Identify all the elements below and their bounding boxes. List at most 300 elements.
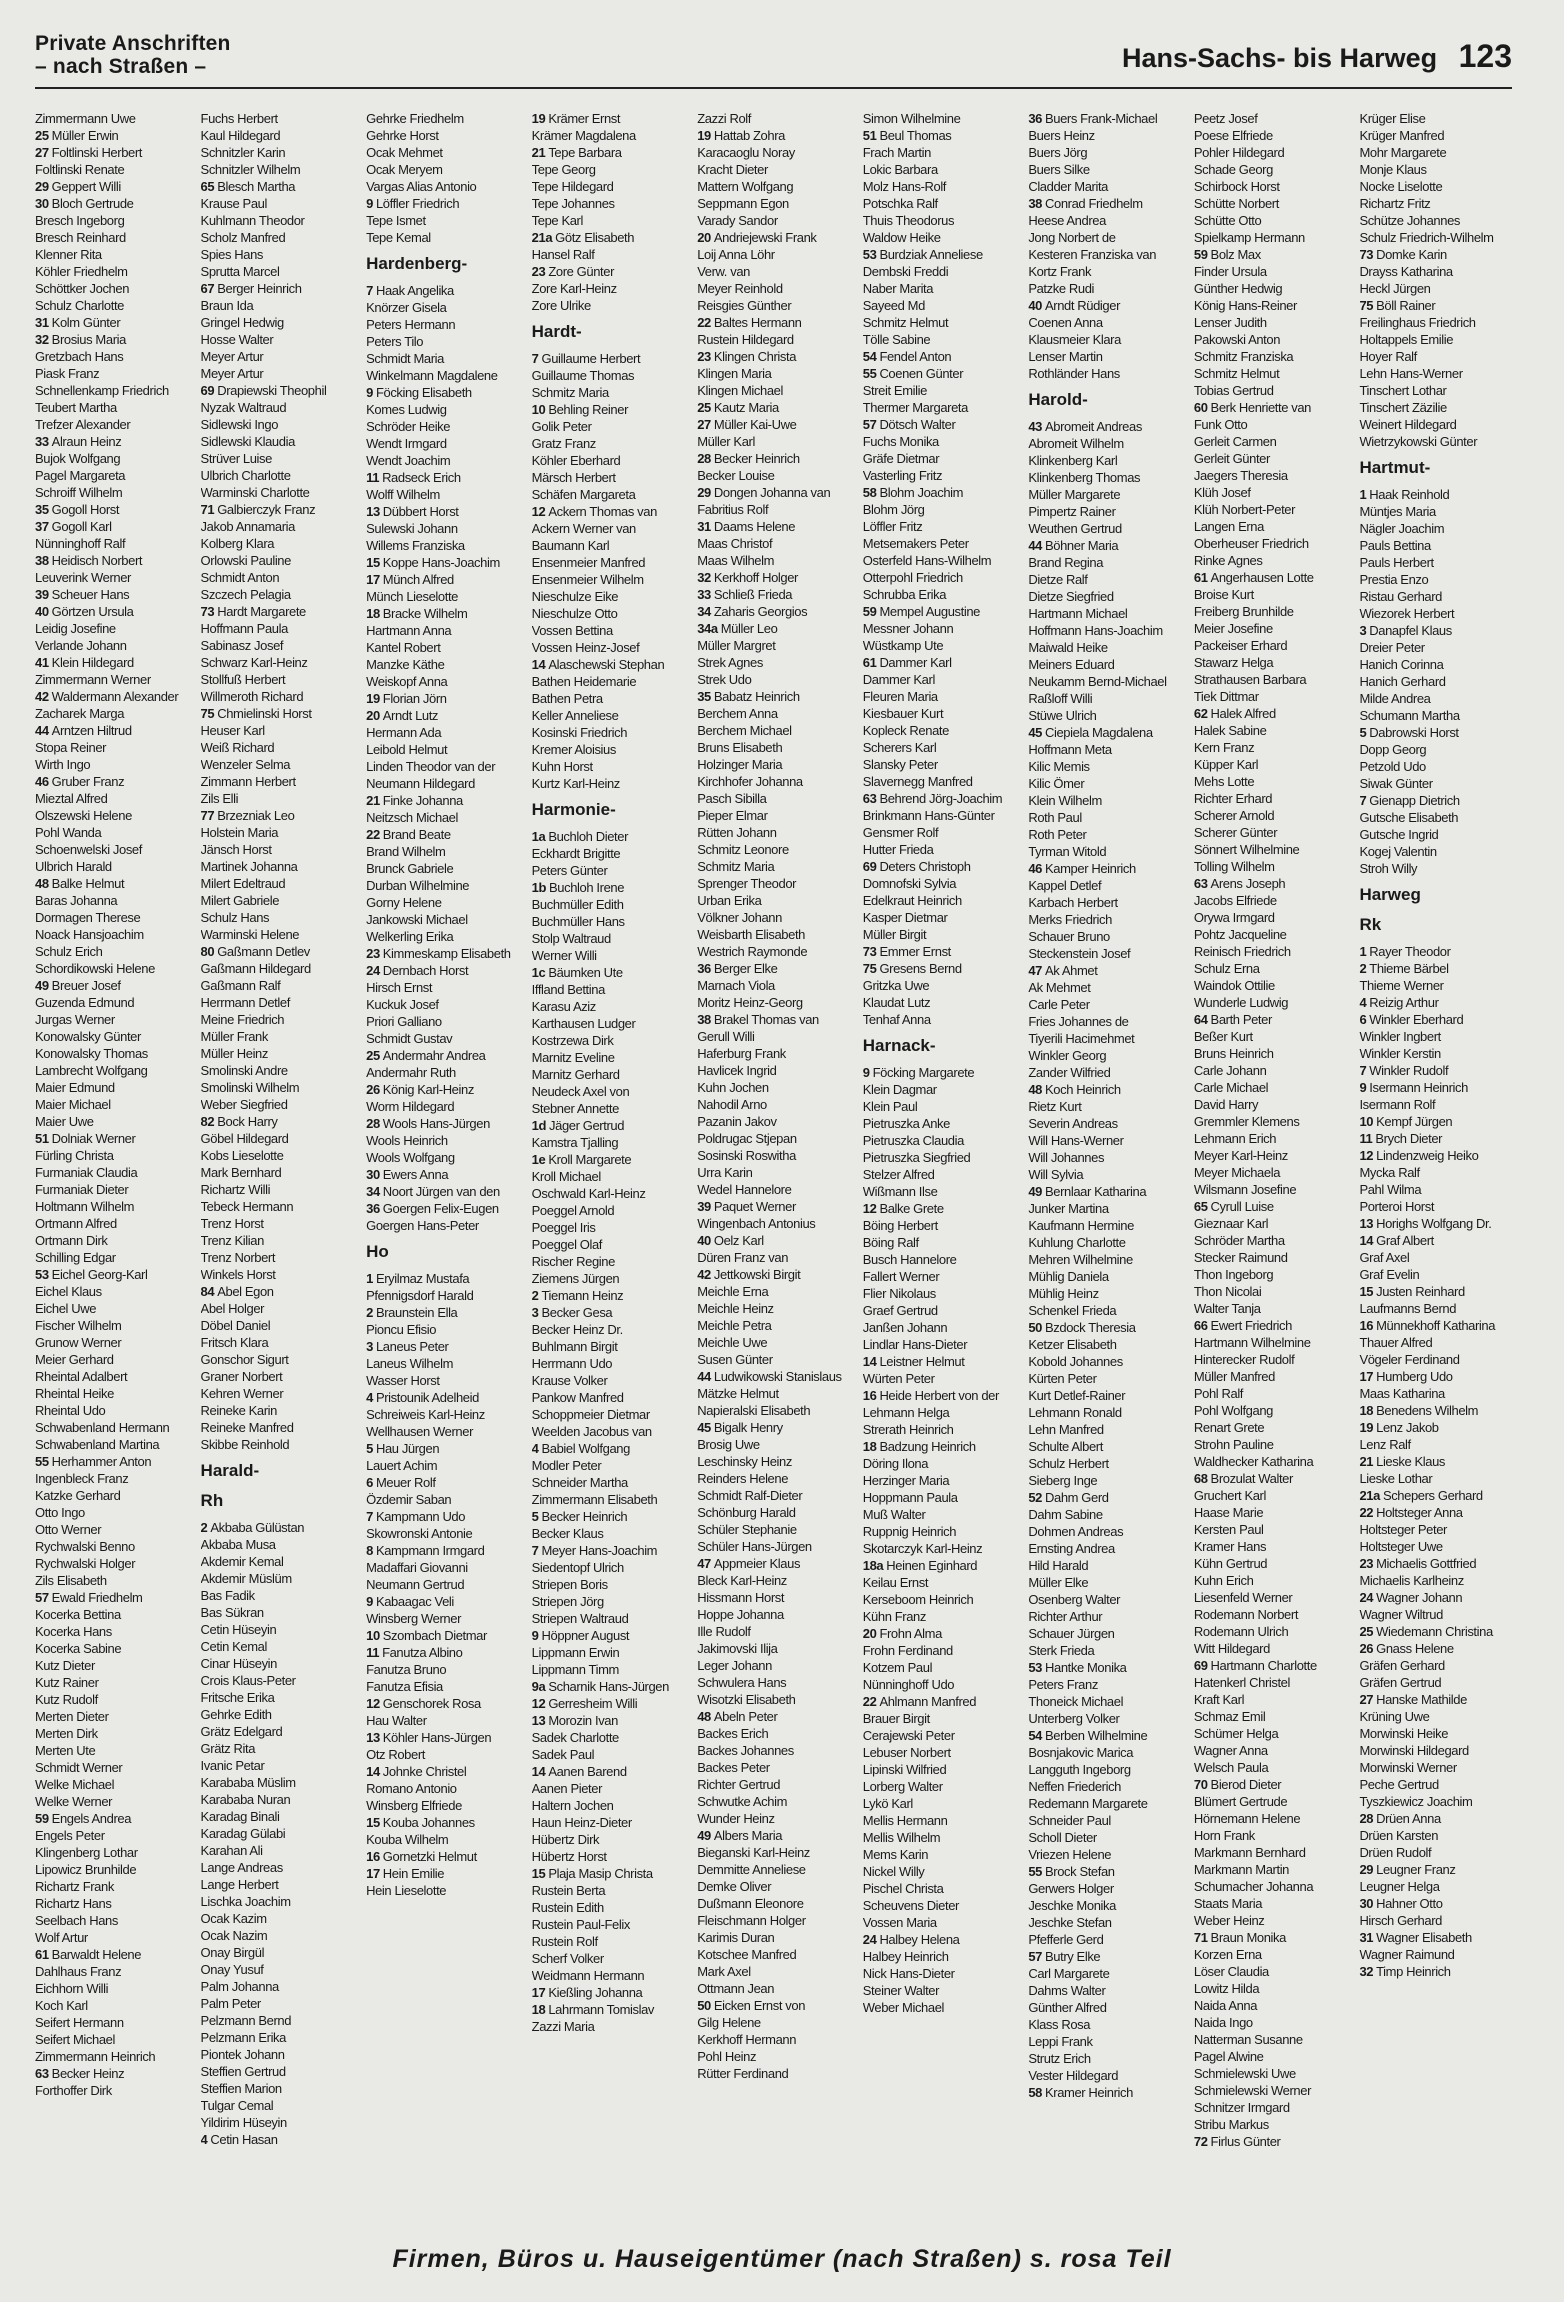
resident-name: Holtsteger Peter <box>1359 1522 1447 1537</box>
directory-entry <box>201 1723 357 1740</box>
directory-entry <box>1194 671 1350 688</box>
house-number: 22 <box>697 315 711 330</box>
resident-name: Lenser Martin <box>1028 349 1103 364</box>
resident-name: Leschinsky Heinz <box>697 1454 792 1469</box>
directory-entry <box>201 229 357 246</box>
resident-name: Messner Johann <box>862 621 954 636</box>
resident-name: Kautz Maria <box>713 400 779 415</box>
resident-name: Krüger Elise <box>1359 111 1426 126</box>
resident-name: Gehrke Horst <box>366 128 439 143</box>
directory-entry <box>366 1814 522 1831</box>
house-number: 3 <box>366 1339 373 1354</box>
resident-name: Justen Reinhard <box>1376 1284 1465 1299</box>
directory-entry <box>697 1351 853 1368</box>
house-number: 39 <box>697 1199 711 1214</box>
directory-entry <box>201 637 357 654</box>
resident-name: Meichle Petra <box>697 1318 772 1333</box>
directory-entry <box>532 469 688 486</box>
house-number: 55 <box>1028 1864 1042 1879</box>
directory-entry <box>1194 2082 1350 2099</box>
directory-entry <box>366 605 522 622</box>
directory-entry <box>1028 656 1184 673</box>
house-number: 10 <box>366 1628 380 1643</box>
resident-name: Baumann Karl <box>531 538 610 553</box>
directory-entry <box>35 1028 191 1045</box>
resident-name: Striepen Waltraud <box>531 1611 629 1626</box>
resident-name: Kiesbauer Kurt <box>862 706 944 721</box>
directory-entry <box>1028 1863 1184 1880</box>
directory-entry <box>1194 1487 1350 1504</box>
resident-name: Drüen Anna <box>1376 1811 1441 1826</box>
resident-name: Hoyer Ralf <box>1359 349 1417 364</box>
directory-entry <box>532 1542 688 1559</box>
directory-entry <box>366 350 522 367</box>
house-number: 19 <box>697 128 711 143</box>
directory-entry <box>366 367 522 384</box>
directory-entry <box>863 1234 1019 1251</box>
resident-name: Winkelmann Magdalene <box>366 368 498 383</box>
directory-entry <box>863 1166 1019 1183</box>
resident-name: Schmielewski Werner <box>1193 2083 1312 2098</box>
directory-entry <box>863 1285 1019 1302</box>
directory-entry <box>1194 1334 1350 1351</box>
directory-entry <box>1194 620 1350 637</box>
house-number: 44 <box>697 1369 711 1384</box>
resident-name: Kurt Detlef-Rainer <box>1028 1388 1126 1403</box>
directory-entry <box>366 469 522 486</box>
directory-entry <box>201 1825 357 1842</box>
directory-entry <box>366 1183 522 1200</box>
resident-name: Tepe Karl <box>531 213 583 228</box>
directory-entry <box>366 212 522 229</box>
resident-name: Neumann Gertrud <box>366 1577 465 1592</box>
resident-name: Hansel Ralf <box>531 247 595 262</box>
resident-name: Drayss Katharina <box>1359 264 1453 279</box>
directory-entry <box>863 1523 1019 1540</box>
directory-entry <box>863 1472 1019 1489</box>
directory-entry <box>201 1621 357 1638</box>
resident-name: Gornetzki Helmut <box>382 1849 477 1864</box>
resident-name: Klausmeier Klara <box>1028 332 1121 347</box>
directory-entry <box>1359 195 1515 212</box>
resident-name: Müller Margret <box>697 638 776 653</box>
directory-entry <box>863 1421 1019 1438</box>
resident-name: Wisotzki Elisabeth <box>697 1692 796 1707</box>
directory-entry <box>1359 605 1515 622</box>
directory-entry <box>35 484 191 501</box>
directory-entry <box>1359 707 1515 724</box>
resident-name: Slavernegg Manfred <box>862 774 973 789</box>
resident-name: Will Hans-Werner <box>1028 1133 1124 1148</box>
resident-name: Braun Monika <box>1210 1930 1286 1945</box>
resident-name: Reinisch Friedrich <box>1193 944 1291 959</box>
resident-name: Schmitz Leonore <box>697 842 789 857</box>
directory-entry <box>201 1587 357 1604</box>
resident-name: Kuhlmann Theodor <box>200 213 305 228</box>
directory-entry <box>35 2014 191 2031</box>
directory-entry <box>532 964 688 981</box>
resident-name: Lorberg Walter <box>862 1779 943 1794</box>
house-number: 69 <box>200 383 215 398</box>
directory-entry <box>1194 2133 1350 2150</box>
directory-entry <box>35 2065 191 2082</box>
house-number: 7 <box>531 1543 539 1558</box>
directory-entry <box>697 1589 853 1606</box>
resident-name: Horighs Wolfgang Dr. <box>1376 1216 1492 1231</box>
directory-entry <box>1359 331 1515 348</box>
directory-entry <box>697 1572 853 1589</box>
resident-name: Blohm Jörg <box>862 502 925 517</box>
directory-entry <box>366 945 522 962</box>
house-number: 14 <box>531 657 546 672</box>
house-number: 15 <box>531 1866 546 1881</box>
directory-entry <box>35 2048 191 2065</box>
directory-entry <box>366 1882 522 1899</box>
directory-entry <box>366 928 522 945</box>
directory-entry <box>201 671 357 688</box>
resident-name: Winkler Eberhard <box>1369 1012 1464 1027</box>
resident-name: Fallert Werner <box>862 1269 940 1284</box>
directory-entry <box>1194 212 1350 229</box>
directory-entry <box>1028 1336 1184 1353</box>
resident-name: Kraft Karl <box>1193 1692 1245 1707</box>
directory-entry <box>697 263 853 280</box>
house-number: 15 <box>366 1815 380 1830</box>
resident-name: Foltlinski Herbert <box>51 145 142 160</box>
resident-name: Kürten Peter <box>1028 1371 1097 1386</box>
resident-name: Heckl Jürgen <box>1359 281 1431 296</box>
resident-name: Kosinski Friedrich <box>531 725 628 740</box>
resident-name: Deters Christoph <box>879 859 971 874</box>
directory-entry <box>1028 520 1184 537</box>
resident-name: Merten Dirk <box>35 1726 98 1741</box>
resident-name: Maier Michael <box>35 1097 111 1112</box>
directory-entry <box>532 1661 688 1678</box>
resident-name: Kappel Detlef <box>1028 878 1102 893</box>
resident-name: Frohn Ferdinand <box>862 1643 953 1658</box>
directory-entry <box>697 331 853 348</box>
directory-entry <box>532 1440 688 1457</box>
resident-name: Striepen Jörg <box>531 1594 604 1609</box>
directory-entry <box>366 1576 522 1593</box>
directory-entry <box>366 673 522 690</box>
directory-entry <box>697 807 853 824</box>
resident-name: Tobias Gertrud <box>1193 383 1274 398</box>
resident-name: Gonschor Sigurt <box>200 1352 289 1367</box>
house-number: 68 <box>1193 1471 1208 1486</box>
resident-name: Pohler Hildegard <box>1193 145 1285 160</box>
directory-entry <box>1359 1963 1515 1980</box>
house-number: 36 <box>1028 111 1042 126</box>
directory-entry <box>863 603 1019 620</box>
directory-entry <box>1359 416 1515 433</box>
directory-entry <box>697 2031 853 2048</box>
resident-name: Döring Ilona <box>862 1456 929 1471</box>
directory-entry <box>697 1062 853 1079</box>
directory-entry <box>35 178 191 195</box>
directory-entry <box>863 1404 1019 1421</box>
house-number: 33 <box>697 587 711 602</box>
resident-name: Linden Theodor van der <box>366 759 496 774</box>
house-number: 21 <box>366 793 380 808</box>
directory-entry <box>35 722 191 739</box>
resident-name: Kaul Hildegard <box>200 128 281 143</box>
directory-entry <box>1359 775 1515 792</box>
resident-name: Junker Martina <box>1028 1201 1109 1216</box>
resident-name: Föcking Elisabeth <box>375 385 472 400</box>
house-number: 18 <box>862 1439 877 1454</box>
resident-name: Klingenberg Lothar <box>35 1845 138 1860</box>
directory-entry <box>201 1334 357 1351</box>
house-number: 36 <box>697 961 711 976</box>
directory-entry <box>1194 892 1350 909</box>
directory-entry <box>1194 1946 1350 1963</box>
resident-name: Wendt Joachim <box>366 453 451 468</box>
resident-name: Strutz Erich <box>1028 2051 1091 2066</box>
resident-name: Böing Herbert <box>862 1218 938 1233</box>
resident-name: Rustein Berta <box>531 1883 606 1898</box>
house-number: 21a <box>1359 1488 1380 1503</box>
directory-entry <box>697 1793 853 1810</box>
directory-entry <box>1359 1147 1515 1164</box>
directory-entry <box>697 620 853 637</box>
directory-entry <box>366 1865 522 1882</box>
resident-name: Breuer Josef <box>51 978 121 993</box>
directory-entry <box>1359 843 1515 860</box>
house-number: 26 <box>366 1082 380 1097</box>
directory-entry <box>1194 1742 1350 1759</box>
directory-entry <box>532 1814 688 1831</box>
street-heading: Hardt- <box>531 322 582 341</box>
resident-name: Gaßmann Ralf <box>200 978 281 993</box>
house-number: 13 <box>366 504 380 519</box>
resident-name: Schordikowski Helene <box>35 961 155 976</box>
house-number: 37 <box>35 519 49 534</box>
directory-entry <box>1359 1946 1515 1963</box>
resident-name: Hau Jürgen <box>375 1441 440 1456</box>
directory-entry <box>863 1370 1019 1387</box>
directory-entry <box>863 110 1019 127</box>
directory-entry <box>1028 911 1184 928</box>
directory-entry <box>532 1372 688 1389</box>
directory-entry <box>863 722 1019 739</box>
directory-entry <box>35 1555 191 1572</box>
house-number: 72 <box>1193 2134 1208 2149</box>
resident-name: Stelzer Alfred <box>862 1167 935 1182</box>
resident-name: Karababa Nuran <box>200 1792 291 1807</box>
directory-column <box>863 110 1019 2240</box>
resident-name: Werner Willi <box>531 948 597 963</box>
resident-name: Schöttker Jochen <box>35 281 130 296</box>
resident-name: Pakowski Anton <box>1193 332 1281 347</box>
house-number: 67 <box>200 281 215 296</box>
resident-name: Abel Egon <box>217 1284 274 1299</box>
directory-column <box>201 110 357 2240</box>
directory-entry <box>697 1317 853 1334</box>
directory-entry <box>201 1774 357 1791</box>
resident-name: Weber Siegfried <box>200 1097 288 1112</box>
resident-name: Köhler Eberhard <box>531 453 621 468</box>
resident-name: Welke Michael <box>35 1777 115 1792</box>
resident-name: Zimmermann Heinrich <box>35 2049 156 2064</box>
resident-name: Kühn Gertrud <box>1193 1556 1268 1571</box>
resident-name: Mehs Lotte <box>1193 774 1255 789</box>
resident-name: Kutz Rainer <box>35 1675 99 1690</box>
directory-entry <box>1359 1215 1515 1232</box>
house-number: 5 <box>531 1509 539 1524</box>
directory-entry <box>366 962 522 979</box>
resident-name: Weidmann Hermann <box>531 1968 645 1983</box>
resident-name: Schoenwelski Josef <box>35 842 142 857</box>
house-number: 7 <box>366 283 373 298</box>
directory-entry <box>366 1338 522 1355</box>
directory-entry <box>863 1540 1019 1557</box>
resident-name: Benedens Wilhelm <box>1376 1403 1479 1418</box>
directory-entry <box>532 1083 688 1100</box>
directory-entry <box>201 1232 357 1249</box>
directory-entry <box>697 739 853 756</box>
directory-entry <box>201 892 357 909</box>
resident-name: Lieske Lothar <box>1359 1471 1433 1486</box>
resident-name: Seppmann Egon <box>697 196 789 211</box>
resident-name: Iffland Bettina <box>531 982 605 997</box>
resident-name: Baras Johanna <box>35 893 118 908</box>
resident-name: Olszewski Helene <box>35 808 132 823</box>
resident-name: Schulz Hans <box>200 910 270 925</box>
resident-name: Lenz Jakob <box>1376 1420 1439 1435</box>
resident-name: Winkler Kerstin <box>1359 1046 1441 1061</box>
directory-entry <box>35 637 191 654</box>
resident-name: Barwaldt Helene <box>51 1947 142 1962</box>
directory-entry <box>201 1638 357 1655</box>
resident-name: Dolniak Werner <box>51 1131 136 1146</box>
directory-entry <box>1194 1895 1350 1912</box>
resident-name: Eichel Uwe <box>35 1301 97 1316</box>
directory-entry <box>1359 1385 1515 1402</box>
resident-name: Welkerling Erika <box>366 929 454 944</box>
directory-entry <box>1028 418 1184 435</box>
directory-entry <box>1359 1453 1515 1470</box>
resident-name: David Harry <box>1193 1097 1259 1112</box>
resident-name: Geppert Willi <box>51 179 121 194</box>
directory-entry <box>697 382 853 399</box>
resident-name: Sprenger Theodor <box>697 876 797 891</box>
directory-entry <box>201 348 357 365</box>
resident-name: Schröder Martha <box>1193 1233 1285 1248</box>
directory-entry <box>697 1181 853 1198</box>
directory-entry <box>1028 1268 1184 1285</box>
directory-entry <box>1194 1521 1350 1538</box>
resident-name: Rustein Rolf <box>531 1934 598 1949</box>
resident-name: Skowronski Antonie <box>366 1526 473 1541</box>
resident-name: Witt Hildegard <box>1193 1641 1270 1656</box>
resident-name: Teubert Martha <box>35 400 117 415</box>
directory-entry <box>1194 1963 1350 1980</box>
resident-name: Pasch Sibilla <box>697 791 767 806</box>
directory-entry <box>697 603 853 620</box>
directory-entry <box>1359 178 1515 195</box>
directory-entry <box>366 1098 522 1115</box>
resident-name: Pietruszka Anke <box>862 1116 950 1131</box>
directory-entry <box>863 263 1019 280</box>
directory-entry <box>1194 2116 1350 2133</box>
resident-name: Jeschke Monika <box>1028 1898 1116 1913</box>
resident-name: Becker Heinrich <box>541 1509 628 1524</box>
resident-name: Tölle Sabine <box>862 332 931 347</box>
directory-entry <box>1028 996 1184 1013</box>
directory-entry <box>697 1742 853 1759</box>
resident-name: Jakob Annamaria <box>200 519 295 534</box>
resident-name: Emmer Ernst <box>879 944 951 959</box>
resident-name: Tebeck Hermann <box>200 1199 294 1214</box>
resident-name: Nünninghoff Udo <box>862 1677 955 1692</box>
resident-name: Trenz Horst <box>200 1216 264 1231</box>
directory-entry <box>201 484 357 501</box>
directory-entry <box>201 1876 357 1893</box>
resident-name: Rodemann Norbert <box>1193 1607 1299 1622</box>
resident-name: Maas Wilhelm <box>697 553 775 568</box>
directory-entry <box>1028 690 1184 707</box>
directory-entry <box>1028 1353 1184 1370</box>
resident-name: Morwinski Hildegard <box>1359 1743 1469 1758</box>
directory-entry <box>1028 1727 1184 1744</box>
resident-name: Ackern Thomas van <box>548 504 657 519</box>
resident-name: Kerkhoff Holger <box>713 570 798 585</box>
directory-entry <box>201 1791 357 1808</box>
resident-name: Jettkowski Birgit <box>713 1267 801 1282</box>
directory-column <box>1028 110 1184 2240</box>
directory-entry <box>35 1317 191 1334</box>
resident-name: Andermahr Andrea <box>382 1048 486 1063</box>
resident-name: Scheuvens Dieter <box>862 1898 959 1913</box>
directory-entry <box>1028 1047 1184 1064</box>
directory-entry <box>35 1453 191 1470</box>
house-number: 47 <box>697 1556 711 1571</box>
directory-entry <box>863 926 1019 943</box>
directory-entry <box>1028 571 1184 588</box>
directory-entry <box>697 2048 853 2065</box>
resident-name: Zils Elli <box>200 791 239 806</box>
house-number: 34a <box>697 621 718 636</box>
resident-name: Coenen Günter <box>879 366 964 381</box>
directory-entry <box>532 690 688 707</box>
resident-name: Kouba Johannes <box>382 1815 475 1830</box>
house-number: 51 <box>862 128 877 143</box>
directory-entry <box>201 467 357 484</box>
resident-name: Stopa Reiner <box>35 740 107 755</box>
house-number: 54 <box>1028 1728 1042 1743</box>
resident-name: Ocak Nazim <box>200 1928 268 1943</box>
directory-column <box>1194 110 1350 2240</box>
directory-entry <box>532 1848 688 1865</box>
directory-entry <box>1359 1079 1515 1096</box>
resident-name: Rütter Ferdinand <box>697 2066 789 2081</box>
resident-name: Höppner August <box>541 1628 630 1643</box>
directory-entry <box>697 2014 853 2031</box>
directory-entry <box>697 1980 853 1997</box>
resident-name: Isermann Heinrich <box>1369 1080 1468 1095</box>
directory-entry <box>1028 2067 1184 2084</box>
directory-entry <box>1028 110 1184 127</box>
resident-name: Hatenkerl Christel <box>1193 1675 1290 1690</box>
directory-entry <box>35 416 191 433</box>
directory-entry <box>201 127 357 144</box>
directory-entry <box>1194 773 1350 790</box>
resident-name: Zazzi Maria <box>531 2019 595 2034</box>
directory-entry <box>366 1081 522 1098</box>
directory-entry <box>35 773 191 790</box>
resident-name: Nünninghoff Ralf <box>35 536 126 551</box>
